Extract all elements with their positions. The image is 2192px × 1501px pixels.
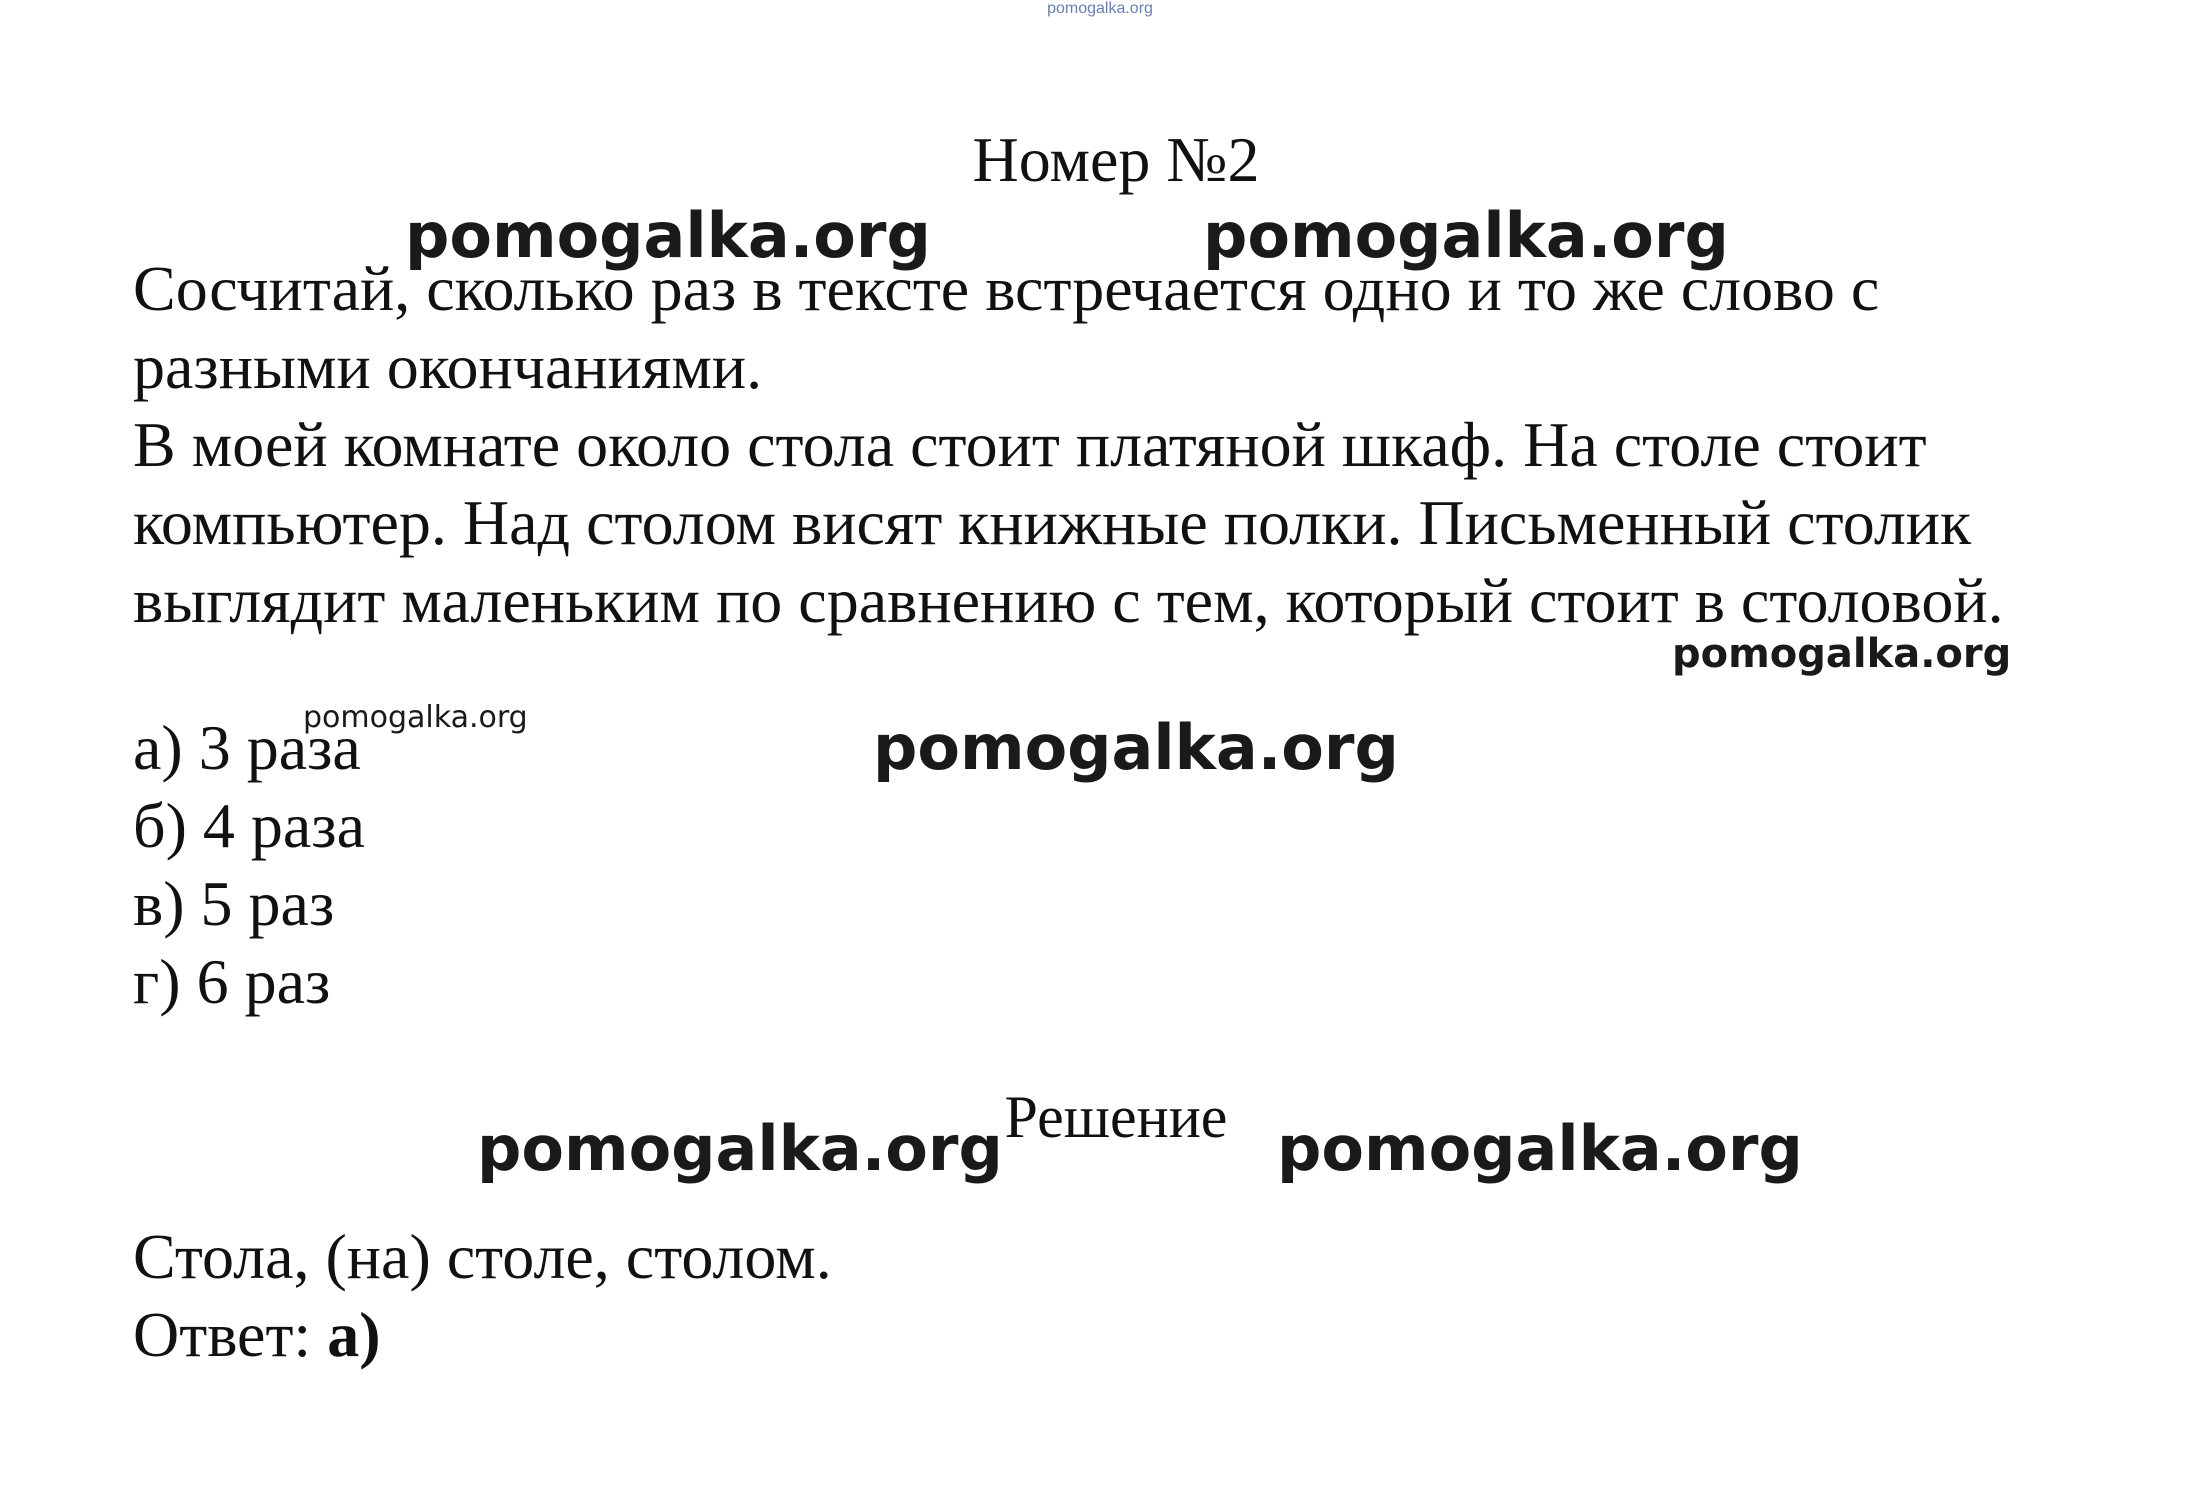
- answer-label: Ответ:: [133, 1299, 328, 1370]
- watermark-4: pomogalka.org: [303, 700, 528, 735]
- page-title: Номер №2: [972, 124, 1260, 195]
- watermark-7: pomogalka.org: [1277, 1112, 1803, 1185]
- task-text: В моей комнате около стола стоит платяной шкаф. На столе стоит компьютер. Над столом висят книжные полки. Письменный столик выглядит маленьким по сравнению с тем, который стоит в столовой.: [133, 409, 2004, 636]
- solution-heading: Решение: [1004, 1084, 1228, 1150]
- option-d: г) 6 раз: [133, 946, 331, 1017]
- watermark-3: pomogalka.org: [1672, 631, 2012, 677]
- watermark-2: pomogalka.org: [1203, 199, 1729, 272]
- solution-block: [133, 1218, 832, 1374]
- option-c: в) 5 раз: [133, 868, 335, 939]
- task-instruction: Сосчитай, сколько раз в тексте встречается одно и то же слово с разными окончаниями.: [133, 253, 1880, 402]
- watermark-1: pomogalka.org: [405, 199, 931, 272]
- task-body: [133, 250, 2113, 640]
- watermark-5: pomogalka.org: [873, 711, 1399, 784]
- solution-text: Стола, (на) столе, столом.: [133, 1221, 832, 1292]
- option-b: б) 4 раза: [133, 790, 365, 861]
- watermark-6: pomogalka.org: [477, 1112, 1003, 1185]
- answer-options: [133, 709, 365, 1021]
- answer-line: [133, 1296, 832, 1374]
- answer-value: а): [327, 1299, 381, 1370]
- top-watermark: pomogalka.org: [1047, 0, 1153, 17]
- option-a: а) 3 раза: [133, 712, 361, 783]
